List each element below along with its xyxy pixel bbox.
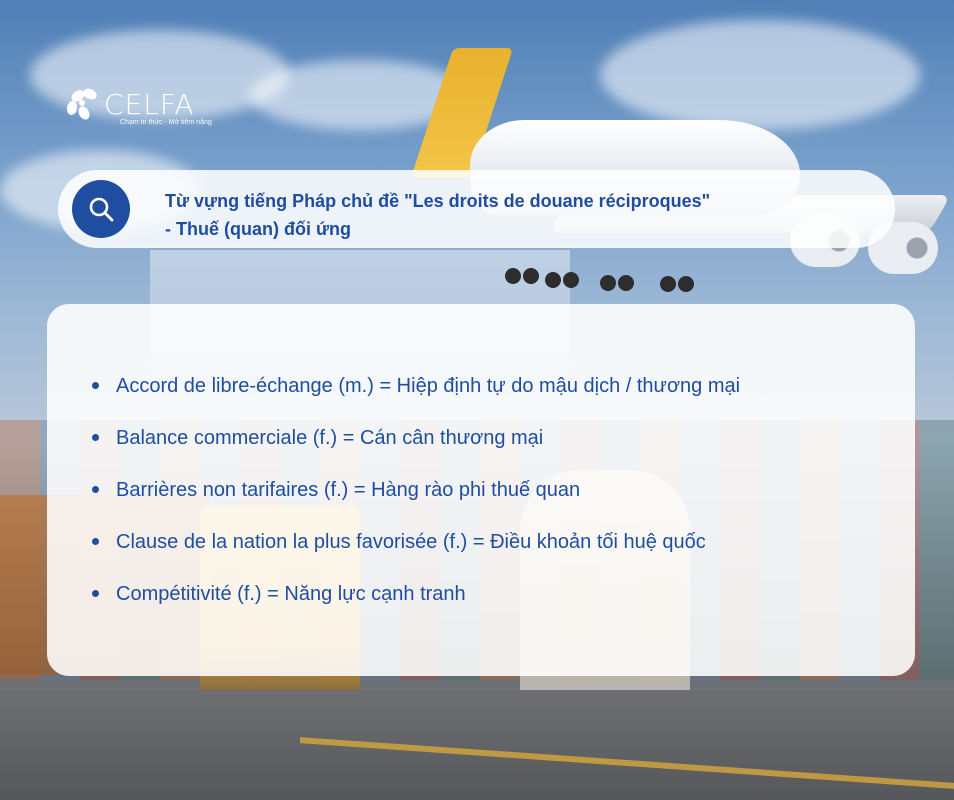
- bullet-icon: [92, 434, 99, 441]
- page-title: [165, 187, 865, 243]
- bullet-icon: [92, 538, 99, 545]
- vocab-text: Compétitivité (f.) = Năng lực cạnh tranh: [116, 583, 466, 605]
- vocab-text: Clause de la nation la plus favorisée (f.) = Điều khoản tối huệ quốc: [116, 531, 706, 553]
- celfa-logo: [64, 86, 224, 126]
- search-icon: [87, 195, 115, 223]
- bullet-icon: [92, 486, 99, 493]
- bullet-icon: [92, 382, 99, 389]
- brand-tagline: Chạm tri thức - Mở tiềm năng: [120, 119, 212, 126]
- list-item: [90, 524, 910, 576]
- list-item: [90, 576, 910, 628]
- list-item: [90, 472, 910, 524]
- title-line-2: - Thuế (quan) đối ứng: [165, 219, 351, 239]
- brand-name: CELFA: [104, 88, 195, 121]
- search-icon-badge: [72, 180, 130, 238]
- bullet-icon: [92, 590, 99, 597]
- list-item: [90, 368, 910, 420]
- ground: [0, 690, 954, 800]
- vocab-text: Barrières non tarifaires (f.) = Hàng rào phi thuế quan: [116, 479, 581, 501]
- vocab-text: Accord de libre-échange (m.) = Hiệp định tự do mậu dịch / thương mại: [116, 375, 741, 397]
- title-line-1: Từ vựng tiếng Pháp chủ đề "Les droits de douane réciproques": [165, 191, 711, 211]
- vocabulary-list: [90, 368, 910, 628]
- vocab-text: Balance commerciale (f.) = Cán cân thương mại: [116, 427, 544, 449]
- list-item: [90, 420, 910, 472]
